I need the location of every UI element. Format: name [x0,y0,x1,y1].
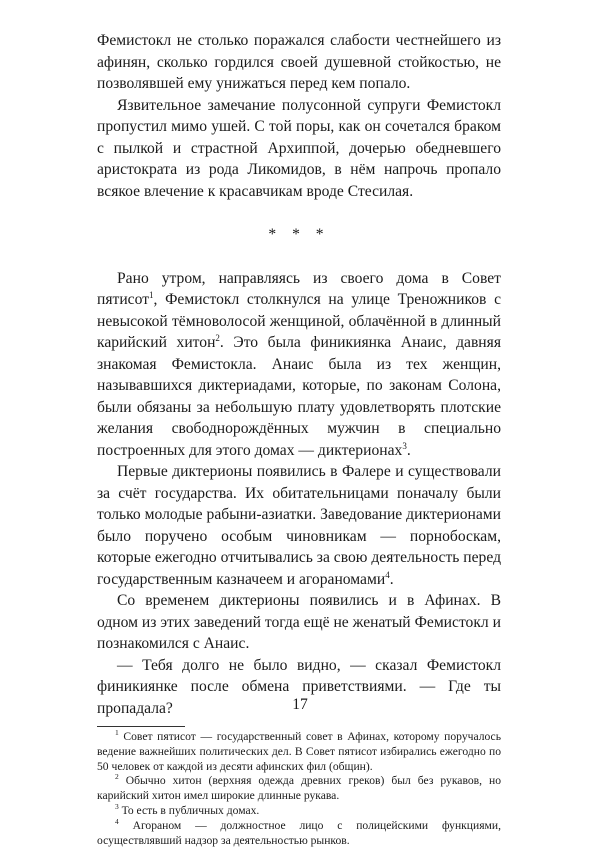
footnote-ref-2[interactable]: 2 [215,332,220,343]
footnote-divider [97,726,185,727]
footnote-4: $^4$ Агораном — должностное лицо с полицейскими функциями, осуществлявший надзор за деятельностью рынков. [97,816,501,847]
paragraph-4: Первые диктерионы появились в Фалере и существовали за счёт государства. Их обитательницами поначалу были только молодые рабыни-азиатки. Заведование диктерионами было поручено особым чиновникам — порнобоскам, которые ежегодно отчитывались за свою деятельность перед государственным казначеем и агораномами$^4$. [97,463,501,588]
paragraph-3: Рано утром, направляясь из своего дома в Совет пятисот$^1$, Фемистокл столкнулся на улице Треножников с невысокой тёмноволосой женщиной, облачённой в длинный карийский хитон$^2$. Это была финикиянка Анаис, давняя знакомая Фемистокла. Анаис была из тех женщин, называвшихся диктериадами, которые, по законам Солона, были обязаны за небольшую плату удовлетворять плотские желания свободнорождённых мужчин в специально построенных для этого домах — диктерионах$^3$. [97,269,501,459]
book-page [97,30,501,848]
footnote-ref-1[interactable]: 1 [149,289,154,300]
footnote-1: $^1$ Совет пятисот — государственный совет в Афинах, которому поручалось ведение важнейших политических дел. В Совет пятисот избирались ежегодно по 50 человек от каждой из десяти афинских фил (общин). [97,728,501,773]
section-separator: * * * [268,226,330,243]
paragraph-1: Фемистокл не столько поражался слабости честнейшего из афинян, сколько гордился своей душевной стойкостью, не позволявшей ему унижаться перед кем попало. [97,32,501,92]
page-number: 17 [292,696,308,713]
footnote-ref-4[interactable]: 4 [385,569,390,580]
footnote-2: $^2$ Обычно хитон (верхняя одежда древних греков) был без рукавов, но карийский хитон имел широкие длинные рукава. [97,772,501,803]
paragraph-6: — Тебя долго не было видно, — сказал Фемистокл финикиянке после обмена приветствиями. — Где ты пропадала? [97,656,501,717]
paragraph-5: Со временем диктерионы появились и в Афинах. В одном из этих заведений тогда ещё не женатый Фемистокл и познакомился с Анаис. [97,592,501,652]
paragraph-2: Язвительное замечание полусонной супруги Фемистокл пропустил мимо ушей. С той поры, как он сочетался браком с пылкой и страстной Архиппой, дочерью обедневшего аристократа из рода Ликомидов, в нём напрочь пропало всякое влечение к красавчикам вроде Стесилая. [97,96,501,200]
footnote-3: $^3$ То есть в публичных домах. [115,802,260,817]
footnote-ref-3[interactable]: 3 [402,440,407,451]
